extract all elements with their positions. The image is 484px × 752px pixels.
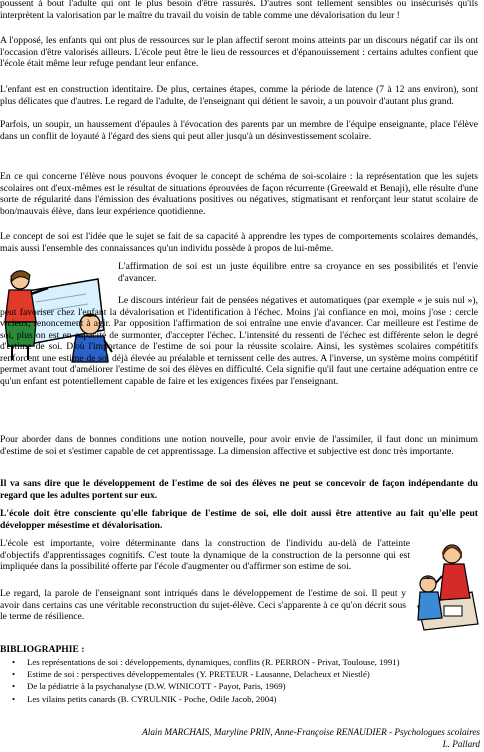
paragraph-4: Parfois, un soupir, un haussement d'épaules à l'évocation des parents par un membre de l'équipe enseignante, place l'élève dans un conflit de loyauté à l'égard des siens qui peut aller jusqu'à un désinvestissement scolaire. — [0, 119, 478, 142]
bibliography-item: • Estime de soi : perspectives développementales (Y. PRETEUR - Lausanne, Delacheux et Niestlé) — [0, 668, 478, 680]
author-credit: L. Pallard — [442, 739, 480, 749]
paragraph-1: poussent à bout l'adulte qui ont le plus besoin d'être rassurés. D'autres sont tellement sensibles ou insécurisés qu'ils interprètent la valorisation par le maître du travail du voisin de table comme une dévalorisation du leur ! — [0, 0, 478, 21]
bibliography-item: • De la pédiatrie à la psychanalyse (D.W. WINICOTT - Payot, Paris, 1969) — [0, 680, 478, 692]
paragraph-12: L'école est importante, voire déterminante dans la construction de l'individu au-delà de l'atteinte d'objectifs d'apprentissages cognitifs. C'est toute la dynamique de la construction de la personne qui est impliquée dans la possibilité offerte par l'école d'augmenter ou d'affirmer son estime de soi. — [0, 538, 410, 572]
paragraph-7: L'affirmation de soi est un juste équilibre entre sa croyance en ses possibilités et l'envie d'avancer. — [118, 261, 478, 284]
paragraph-13: Le regard, la parole de l'enseignant sont intriqués dans le développement de l'estime de soi. Il peut y avoir dans certains cas une véritable reconstruction du sujet-élève. Ceci s'apparente à ce qu'on décrit sous le terme de résilience. — [0, 588, 406, 622]
paragraph-11: L'école doit être consciente qu'elle fabrique de l'estime de soi, elle doit aussi être attentive au fait qu'elle peut développer mésestime et dévalorisation. — [0, 508, 478, 531]
bibliography-list — [0, 656, 478, 705]
paragraph-6: Le concept de soi est l'idée que le sujet se fait de sa capacité à apprendre les types de comportements scolaires demandés, mais aussi l'ensemble des connaissances qu'un individu possède à propos de lui-même. — [0, 231, 478, 254]
paragraph-2: A l'opposé, les enfants qui ont plus de ressources sur le plan affectif seront moins atteints par un discours négatif car ils ont l'occasion d'être valorisés ailleurs. L'école peut être le lieu de ressources et d'épanouissement : certains adultes confient que l'école était même leur refuge pendant leur enfance. — [0, 35, 478, 69]
paragraph-8: Le discours intérieur fait de pensées négatives et automatiques (par exemple « je suis nul »), peut favoriser chez l'enfant la dévalorisation et l'identification à l'échec. Moins j'ai confiance en moi, moins j'ose : cercle vicieux, renoncement à agir. Par opposition l'affirmation de soi entraîne une envie d'avancer. Car meilleure est l'estime de soi, plus on est en capacité de surmonter, d'accepter l'échec. L'intensité du ressenti de l'échec est différente selon le degré d'estime de soi. D'où l'importance de l'estime de soi pour la réussite scolaire. Ainsi, les systèmes scolaires compétitifs renforcent une estime de soi déjà élevée au préalable et ternissent celle des autres. A l'inverse, un système moins compétitif permet avant tout d'améliorer l'estime de soi des élèves en difficulté. Cela signifie qu'il faut une certaine adéquation entre ce qu'un enfant est potentiellement capable de faire et les exigences fixées par l'enseignant. — [0, 295, 478, 387]
bibliography-title: BIBLIOGRAPHIE : — [0, 644, 85, 655]
paragraph-10: Il va sans dire que le développement de l'estime de soi des élèves ne peut se concevoir de façon indépendante du regard que les adultes portent sur eux. — [0, 478, 478, 501]
paragraph-3: L'enfant est en construction identitaire. De plus, certaines étapes, comme la période de latence (7 à 12 ans environ), sont plus délicates que d'autres. Le regard de l'adulte, de l'enseignant qui détient le savoir, a un pouvoir d'autant plus grand. — [0, 84, 478, 107]
paragraph-5: En ce qui concerne l'élève nous pouvons évoquer le concept de schéma de soi-scolaire : la représentation que les sujets scolaires ont d'eux-mêmes est le résultat de situations éprouvées de façon récurrente (Greewald et Benaji), elle résulte d'une sorte de régularité dans l'émission des évaluations positives ou négatives, stigmatisant et renforçant leur statut scolaire de bon/mauvais élève, dans leur expérience quotidienne. — [0, 171, 478, 217]
authors-line: Alain MARCHAIS, Maryline PRIN, Anne-Françoise RENAUDIER - Psychologues scolaires — [142, 727, 480, 737]
bibliography-item: • Les représentations de soi : développements, dynamiques, conflits (R. PERRON - Privat, Toulouse, 1991) — [0, 656, 478, 668]
bibliography-item: • Les vilains petits canards (B. CYRULNIK - Poche, Odile Jacob, 2004) — [0, 693, 478, 705]
children-studying-illustration — [414, 540, 482, 632]
paragraph-9: Pour aborder dans de bonnes conditions une notion nouvelle, pour avoir envie de l'assimiler, il faut donc un minimum d'estime de soi et s'estimer capable de cet apprentissage. La dimension affective et subjective est donc très importante. — [0, 434, 478, 457]
